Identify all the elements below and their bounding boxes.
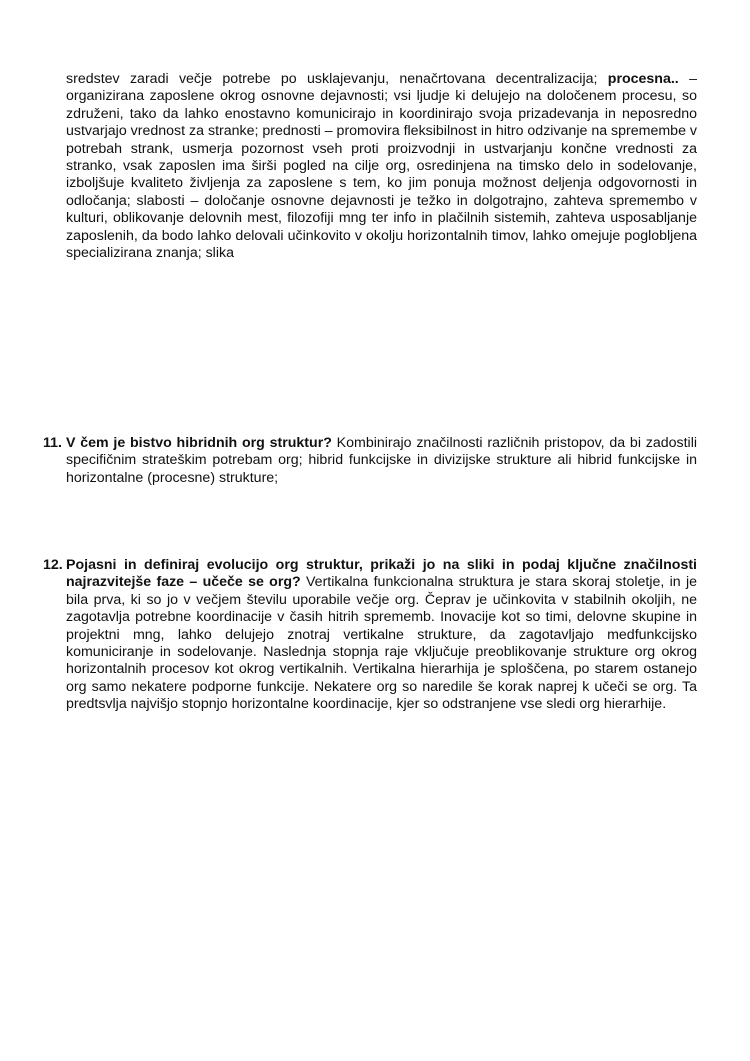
question-item-11: [43, 435, 697, 487]
question-text: V čem je bistvo hibridnih org struktur?: [66, 435, 332, 451]
answer-text: Kombinirajo značilnosti različnih pristopov, da bi zadostili specifičnim strateškim potrebam org; hibrid funkcijske in divizijske strukture ali hibrid funkcijske in horizontalne (procesne) strukture;: [66, 435, 697, 486]
continuation-text-start: sredstev zaradi večje potrebe po usklajevanju, nenačrtovana decentralizacija;: [66, 71, 608, 87]
continuation-text-rest: – organizirana zaposlene okrog osnovne dejavnosti; vsi ljudje ki delujejo na določenem procesu, so združeni, tako da lahko enostavno komunicirajo in koordinirajo svoja prizadevanja in neposredno ustvarjajo vrednost za stranke; prednosti – promovira fleksibilnost in hitro odzivanje na spremembe v potrebah strank, usmerja pozornost vseh proti proizvodnji in ustvarjanju končne vrednosti za stranko, vsak zaposlen ima širši pogled na cilje org, osredinjena na timsko delo in sodelovanje, izboljšuje kvaliteto življenja za zaposlene s tem, ko jim ponuja možnost deljenja odgovornosti in odločanja; slabosti – določanje osnovne dejavnosti je težko in dolgotrajno, zahteva spremembo v kulturi, oblikovanje delovnih mest, filozofiji mng ter info in plačilnih sistemih, zahteva usposabljanje zaposlenih, da bodo lahko delovali učinkovito v okolju horizontalnih timov, lahko omejuje poglobljena specializirana znanja; slika: [66, 71, 697, 262]
question-body: [66, 557, 697, 714]
continuation-bold-term: procesna..: [607, 71, 679, 87]
question-number: 12.: [43, 557, 63, 573]
question-item-12: [43, 557, 697, 714]
continuation-paragraph: [66, 71, 697, 262]
answer-text: Vertikalna funkcionalna struktura je stara skoraj stoletje, in je bila prva, ki so jo v večjem številu uporabile večje org. Čeprav je učinkovita v stabilnih okoljih, ne zagotavlja potrebne koordinacije v časih hitrih sprememb. Inovacije kot so timi, delovne skupine in projektni mng, lahko delujejo znotraj vertikalne strukture, da zagotavljajo medfunkcijsko komuniciranje in sodelovanje. Naslednja stopnja raje vključuje preoblikovanje strukture org okrog horizontalnih procesov kot okrog vertikalnih. Vertikalna hierarhija je sploščena, po starem ostanejo org samo nekatere podporne funkcije. Nekatere org so naredile še korak naprej k učeči se org. Ta predtsvlja najvišjo stopnjo horizontalne koordinacije, kjer so odstranjene vse sledi org hierarhije.: [66, 574, 697, 713]
question-number: 11.: [43, 435, 62, 451]
question-text: Pojasni in definiraj evolucijo org struktur, prikaži jo na sliki in podaj ključne značilnosti najrazvitejše faze – učeče se org?: [66, 557, 697, 591]
question-body: [66, 435, 697, 487]
